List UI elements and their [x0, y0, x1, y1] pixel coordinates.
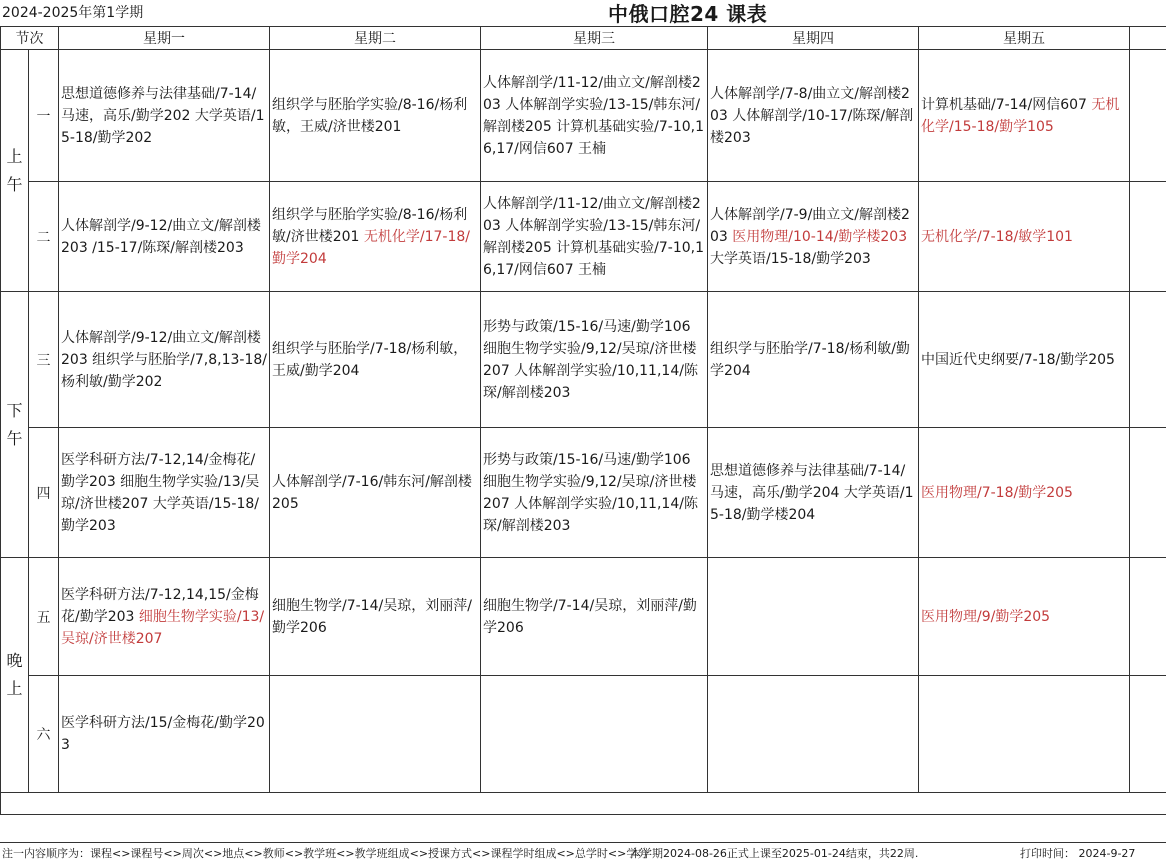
table-row [1, 676, 1166, 793]
empty-cell [1130, 182, 1166, 292]
footer-print-time: 打印时间： 2024-9-27 [1020, 847, 1136, 860]
course-cell: 组织学与胚胎学实验/8-16/杨利敏，王威/济世楼201 [270, 50, 481, 182]
course-cell: 形势与政策/15-16/马速/勤学106 细胞生物学实验/9,12/吴琼/济世楼207 人体解剖学实验/10,11,14/陈琛/解剖楼203 [481, 428, 708, 558]
table-row [1, 292, 1166, 428]
empty-cell [1130, 292, 1166, 428]
course-cell: 医学科研方法/15/金梅花/勤学203 [59, 676, 270, 793]
course-cell: 中国近代史纲要/7-18/勤学205 [919, 292, 1130, 428]
course-cell: 人体解剖学/7-8/曲立文/解剖楼203 人体解剖学/10-17/陈琛/解剖楼203 [708, 50, 919, 182]
course-cell: 思想道德修养与法律基础/7-14/马速，高乐/勤学204 大学英语/15-18/勤学楼204 [708, 428, 919, 558]
slot-label: 一 [29, 50, 59, 182]
footer-divider [0, 842, 1166, 843]
course-cell: 医用物理/7-18/勤学205 [919, 428, 1130, 558]
empty-cell [1130, 428, 1166, 558]
day-header-thu: 星期四 [708, 27, 919, 50]
slot-header: 节次 [1, 27, 59, 50]
day-header-mon: 星期一 [59, 27, 270, 50]
course-cell [919, 676, 1130, 793]
empty-cell [1130, 50, 1166, 182]
timetable [0, 26, 1166, 815]
course-cell: 医用物理/9/勤学205 [919, 558, 1130, 676]
course-cell [708, 676, 919, 793]
blank-cell [1, 793, 1166, 815]
empty-cell [1130, 676, 1166, 793]
slot-label: 五 [29, 558, 59, 676]
course-cell: 细胞生物学/7-14/吴琼，刘丽萍/勤学206 [270, 558, 481, 676]
table-row [1, 50, 1166, 182]
course-cell: 医学科研方法/7-12,14,15/金梅花/勤学203 细胞生物学实验/13/吴琼/济世楼207 [59, 558, 270, 676]
day-header-wed: 星期三 [481, 27, 708, 50]
course-cell: 人体解剖学/7-9/曲立文/解剖楼203 医用物理/10-14/勤学楼203 大学英语/15-18/勤学203 [708, 182, 919, 292]
course-cell: 组织学与胚胎学/7-18/杨利敏/勤学204 [708, 292, 919, 428]
slot-label: 四 [29, 428, 59, 558]
blank-row [1, 793, 1166, 815]
table-row [1, 558, 1166, 676]
table-row [1, 182, 1166, 292]
slot-label: 六 [29, 676, 59, 793]
period-morning: 上午 [1, 50, 29, 292]
course-cell: 组织学与胚胎学/7-18/杨利敏，王威/勤学204 [270, 292, 481, 428]
course-cell: 组织学与胚胎学实验/8-16/杨利敏/济世楼201 无机化学/17-18/勤学204 [270, 182, 481, 292]
course-cell: 人体解剖学/9-12/曲立文/解剖楼203 /15-17/陈琛/解剖楼203 [59, 182, 270, 292]
semester-label: 2024-2025年第1学期 [2, 5, 144, 21]
slot-label: 三 [29, 292, 59, 428]
course-cell: 人体解剖学/11-12/曲立文/解剖楼203 人体解剖学实验/13-15/韩东河/解剖楼205 计算机基础实验/7-10,16,17/网信607 王楠 [481, 182, 708, 292]
table-row [1, 428, 1166, 558]
course-cell [481, 676, 708, 793]
course-cell: 无机化学/7-18/敏学101 [919, 182, 1130, 292]
extra-column-header [1130, 27, 1166, 50]
course-cell: 细胞生物学/7-14/吴琼，刘丽萍/勤学206 [481, 558, 708, 676]
day-header-tue: 星期二 [270, 27, 481, 50]
empty-cell [1130, 558, 1166, 676]
course-cell: 思想道德修养与法律基础/7-14/马速，高乐/勤学202 大学英语/15-18/勤学202 [59, 50, 270, 182]
footer-term: 本学期2024-08-26正式上课至2025-01-24结束，共22周. [630, 847, 919, 860]
course-cell: 人体解剖学/7-16/韩东河/解剖楼205 [270, 428, 481, 558]
course-cell: 形势与政策/15-16/马速/勤学106 细胞生物学实验/9,12/吴琼/济世楼207 人体解剖学实验/10,11,14/陈琛/解剖楼203 [481, 292, 708, 428]
footer-note: 注一内容顺序为：课程<>课程号<>周次<>地点<>教师<>教学班<>教学班组成<>授课方式<>课程学时组成<>总学时<>学分 [2, 847, 649, 860]
slot-label: 二 [29, 182, 59, 292]
course-cell [270, 676, 481, 793]
course-cell: 人体解剖学/11-12/曲立文/解剖楼203 人体解剖学实验/13-15/韩东河/解剖楼205 计算机基础实验/7-10,16,17/网信607 王楠 [481, 50, 708, 182]
day-header-fri: 星期五 [919, 27, 1130, 50]
period-afternoon: 下午 [1, 292, 29, 558]
course-cell: 医学科研方法/7-12,14/金梅花/勤学203 细胞生物学实验/13/吴琼/济世楼207 大学英语/15-18/勤学203 [59, 428, 270, 558]
period-evening: 晚上 [1, 558, 29, 793]
course-cell [708, 558, 919, 676]
header-row [1, 27, 1166, 50]
timetable-title: 中俄口腔24 课表 [608, 2, 768, 26]
course-cell: 计算机基础/7-14/网信607 无机化学/15-18/勤学105 [919, 50, 1130, 182]
course-cell: 人体解剖学/9-12/曲立文/解剖楼203 组织学与胚胎学/7,8,13-18/杨利敏/勤学202 [59, 292, 270, 428]
